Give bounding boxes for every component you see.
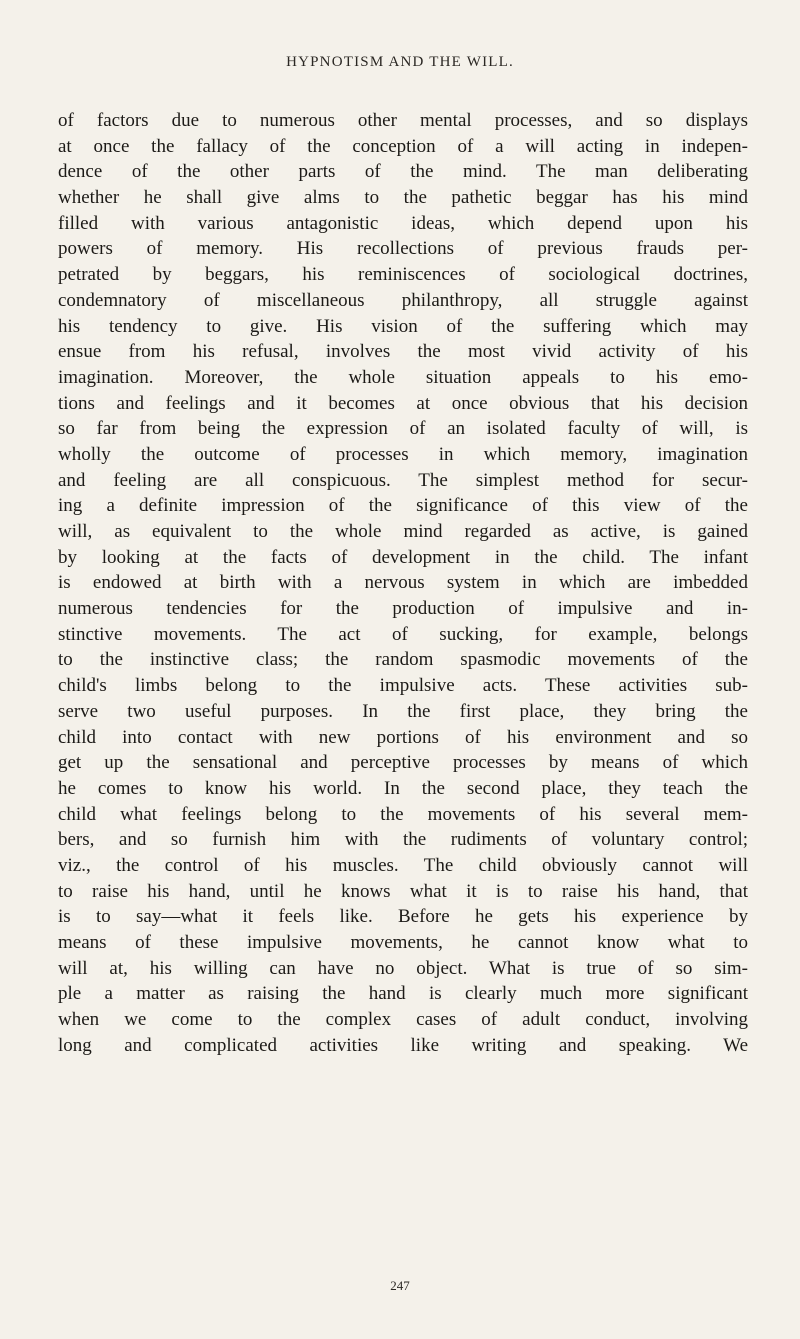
text-line: ing a definite impression of the significance of this view of the [58,495,748,517]
text-line: is endowed at birth with a nervous system in which are imbedded [58,572,748,594]
text-line: dence of the other parts of the mind. The man deliberating [58,161,748,183]
text-line: will at, his willing can have no object. What is true of so sim- [58,957,748,979]
text-line: ple a matter as raising the hand is clearly much more significant [58,983,748,1005]
text-line: of factors due to numerous other mental processes, and so displays [58,110,748,131]
text-line: petrated by beggars, his reminiscences of sociological doctrines, [58,264,748,286]
running-head: HYPNOTISM AND THE WILL. [286,54,514,70]
text-line: and feeling are all conspicuous. The simplest method for secur- [58,469,748,491]
text-line: whether he shall give alms to the pathetic beggar has his mind [58,187,748,209]
text-line: child what feelings belong to the movements of his several mem- [58,803,748,825]
text-line: imagination. Moreover, the whole situation appeals to his emo- [58,366,748,388]
text-line: child's limbs belong to the impulsive acts. These activities sub- [58,675,748,697]
text-line: ensue from his refusal, involves the most vivid activity of his [58,341,748,363]
text-line: get up the sensational and perceptive processes by means of which [58,752,748,774]
text-line: bers, and so furnish him with the rudiments of voluntary control; [58,829,748,851]
text-line: condemnatory of miscellaneous philanthropy, all struggle against [58,289,748,311]
text-line: serve two useful purposes. In the first place, they bring the [58,700,748,722]
text-line: long and complicated activities like writing and speaking. We [58,1034,748,1056]
text-line: at once the fallacy of the conception of a will acting in indepen- [58,135,748,157]
text-line: he comes to know his world. In the second place, they teach the [58,777,748,799]
text-line: child into contact with new portions of his environment and so [58,726,748,748]
text-line: stinctive movements. The act of sucking, for example, belongs [58,623,748,645]
text-line: is to say—what it feels like. Before he gets his experience by [58,906,748,928]
text-line: filled with various antagonistic ideas, which depend upon his [58,212,748,234]
text-line: viz., the control of his muscles. The child obviously cannot will [58,854,748,876]
text-line: by looking at the facts of development in the child. The infant [58,546,748,568]
text-line: when we come to the complex cases of adult conduct, involving [58,1009,748,1031]
page-number: 247 [390,1278,410,1293]
text-line: so far from being the expression of an isolated faculty of will, is [58,418,748,440]
text-line: powers of memory. His recollections of previous frauds per- [58,238,748,260]
body-text [58,108,748,1058]
text-line: his tendency to give. His vision of the suffering which may [58,315,748,337]
text-line: to the instinctive class; the random spasmodic movements of the [58,649,748,671]
text-line: means of these impulsive movements, he cannot know what to [58,932,748,953]
text-line: to raise his hand, until he knows what it is to raise his hand, that [58,880,748,902]
text-line: wholly the outcome of processes in which memory, imagination [58,443,748,465]
text-line: tions and feelings and it becomes at once obvious that his decision [58,392,748,414]
text-line: will, as equivalent to the whole mind regarded as active, is gained [58,521,748,542]
text-line: numerous tendencies for the production of impulsive and in- [58,598,748,620]
